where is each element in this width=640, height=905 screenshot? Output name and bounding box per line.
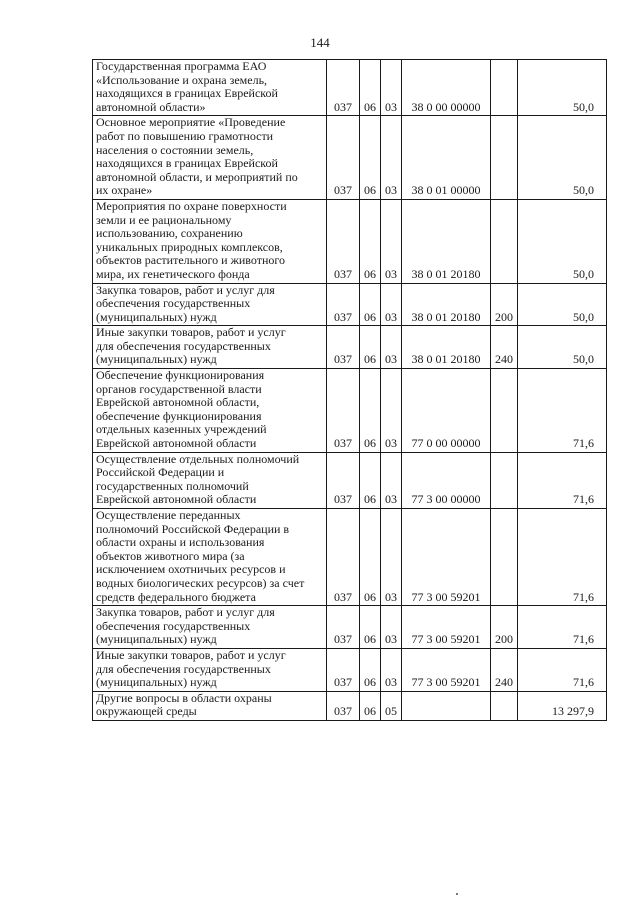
expense-type-cell: 240 xyxy=(491,326,518,369)
item-name-line: мира, их генетического фонда xyxy=(96,266,250,281)
ministry-code-cell: 037 xyxy=(327,199,360,283)
item-name-line: использованию, сохранению xyxy=(96,226,243,241)
table-row xyxy=(93,648,607,691)
amount-cell: 13 297,9 xyxy=(518,691,607,720)
amount-cell: 50,0 xyxy=(518,199,607,283)
item-name-line: «Использование и охрана земель, xyxy=(96,72,268,87)
target-article-cell: 77 3 00 59201 xyxy=(402,648,491,691)
item-name-line: Государственная программа ЕАО xyxy=(96,59,267,73)
section-code-cell: 06 xyxy=(360,509,381,606)
expense-type-cell xyxy=(491,60,518,116)
item-name-line: государственных полномочий xyxy=(96,478,249,493)
table-row xyxy=(93,326,607,369)
item-name-line: находящихся в границах Еврейской xyxy=(96,86,278,101)
item-name-cell xyxy=(93,509,327,606)
item-name-line: Осуществление переданных xyxy=(96,508,241,522)
target-article-cell: 38 0 01 20180 xyxy=(402,199,491,283)
item-name-line: для обеспечения государственных xyxy=(96,661,271,676)
amount-cell: 71,6 xyxy=(518,606,607,649)
section-code-cell: 06 xyxy=(360,648,381,691)
item-name-cell xyxy=(93,648,327,691)
item-name-line: Еврейской автономной области xyxy=(96,436,257,451)
item-name-line: Мероприятия по охране поверхности xyxy=(96,199,287,213)
amount-cell: 50,0 xyxy=(518,326,607,369)
subsection-code-cell: 03 xyxy=(381,509,402,606)
item-name-cell xyxy=(93,606,327,649)
item-name-line: земли и ее рациональному xyxy=(96,212,232,227)
item-name-line: (муниципальных) нужд xyxy=(96,352,217,367)
section-code-cell: 06 xyxy=(360,116,381,200)
item-name-line: Еврейской автономной области, xyxy=(96,395,260,410)
table-row xyxy=(93,452,607,508)
ministry-code-cell: 037 xyxy=(327,452,360,508)
item-name-line: их охране» xyxy=(96,183,153,198)
item-name-line: средств федерального бюджета xyxy=(96,589,256,604)
ministry-code-cell: 037 xyxy=(327,648,360,691)
section-code-cell: 06 xyxy=(360,60,381,116)
item-name-cell xyxy=(93,369,327,453)
target-article-cell xyxy=(402,691,491,720)
item-name-line: Закупка товаров, работ и услуг для xyxy=(96,283,275,297)
ministry-code-cell: 037 xyxy=(327,60,360,116)
subsection-code-cell: 03 xyxy=(381,116,402,200)
item-name-cell xyxy=(93,691,327,720)
subsection-code-cell: 03 xyxy=(381,452,402,508)
table-row xyxy=(93,509,607,606)
item-name-line: работ по повышению грамотности xyxy=(96,128,274,143)
amount-cell: 71,6 xyxy=(518,509,607,606)
section-code-cell: 06 xyxy=(360,283,381,326)
item-name-cell xyxy=(93,199,327,283)
target-article-cell: 38 0 00 00000 xyxy=(402,60,491,116)
section-code-cell: 06 xyxy=(360,452,381,508)
item-name-line: обеспечения государственных xyxy=(96,618,251,633)
item-name-cell xyxy=(93,283,327,326)
item-name-cell xyxy=(93,60,327,116)
expense-type-cell xyxy=(491,199,518,283)
table-row xyxy=(93,116,607,200)
subsection-code-cell: 03 xyxy=(381,60,402,116)
subsection-code-cell: 03 xyxy=(381,199,402,283)
section-code-cell: 06 xyxy=(360,199,381,283)
target-article-cell: 38 0 01 00000 xyxy=(402,116,491,200)
item-name-line: для обеспечения государственных xyxy=(96,338,271,353)
expense-type-cell: 200 xyxy=(491,283,518,326)
ministry-code-cell: 037 xyxy=(327,606,360,649)
item-name-line: исключением охотничьих ресурсов и xyxy=(96,562,286,577)
item-name-line: области охраны и использования xyxy=(96,535,265,550)
item-name-line: автономной области» xyxy=(96,99,206,114)
table-row xyxy=(93,199,607,283)
ministry-code-cell: 037 xyxy=(327,369,360,453)
amount-cell: 50,0 xyxy=(518,283,607,326)
expense-type-cell xyxy=(491,116,518,200)
target-article-cell: 38 0 01 20180 xyxy=(402,283,491,326)
item-name-line: отдельных казенных учреждений xyxy=(96,422,267,437)
item-name-line: автономной области, и мероприятий по xyxy=(96,169,298,184)
item-name-line: объектов растительного и животного xyxy=(96,253,286,268)
target-article-cell: 77 3 00 59201 xyxy=(402,606,491,649)
ministry-code-cell: 037 xyxy=(327,326,360,369)
expense-type-cell: 200 xyxy=(491,606,518,649)
expense-type-cell: 240 xyxy=(491,648,518,691)
expense-type-cell xyxy=(491,509,518,606)
section-code-cell: 06 xyxy=(360,691,381,720)
target-article-cell: 77 3 00 59201 xyxy=(402,509,491,606)
subsection-code-cell: 03 xyxy=(381,326,402,369)
target-article-cell: 77 0 00 00000 xyxy=(402,369,491,453)
section-code-cell: 06 xyxy=(360,369,381,453)
item-name-line: Закупка товаров, работ и услуг для xyxy=(96,605,275,620)
amount-cell: 50,0 xyxy=(518,116,607,200)
item-name-line: находящихся в границах Еврейской xyxy=(96,156,278,171)
item-name-line: объектов животного мира (за xyxy=(96,548,245,563)
amount-cell: 50,0 xyxy=(518,60,607,116)
item-name-line: обеспечения государственных xyxy=(96,296,251,311)
table-row xyxy=(93,60,607,116)
table-body xyxy=(93,60,607,721)
subsection-code-cell: 03 xyxy=(381,606,402,649)
item-name-line: населения о состоянии земель, xyxy=(96,142,254,157)
target-article-cell: 77 3 00 00000 xyxy=(402,452,491,508)
item-name-line: Осуществление отдельных полномочий xyxy=(96,452,300,466)
item-name-line: обеспечение функционирования xyxy=(96,408,262,423)
amount-cell: 71,6 xyxy=(518,648,607,691)
item-name-line: Иные закупки товаров, работ и услуг xyxy=(96,648,286,662)
item-name-line: Основное мероприятие «Проведение xyxy=(96,115,286,130)
target-article-cell: 38 0 01 20180 xyxy=(402,326,491,369)
subsection-code-cell: 03 xyxy=(381,369,402,453)
subsection-code-cell: 05 xyxy=(381,691,402,720)
table-row xyxy=(93,369,607,453)
item-name-line: (муниципальных) нужд xyxy=(96,675,217,690)
item-name-line: Другие вопросы в области охраны xyxy=(96,691,272,705)
item-name-line: Иные закупки товаров, работ и услуг xyxy=(96,325,286,340)
ministry-code-cell: 037 xyxy=(327,116,360,200)
subsection-code-cell: 03 xyxy=(381,648,402,691)
subsection-code-cell: 03 xyxy=(381,283,402,326)
item-name-line: водных биологических ресурсов) за счет xyxy=(96,575,305,590)
budget-table xyxy=(92,59,607,721)
section-code-cell: 06 xyxy=(360,606,381,649)
item-name-cell xyxy=(93,116,327,200)
expense-type-cell xyxy=(491,452,518,508)
table-row xyxy=(93,283,607,326)
item-name-line: (муниципальных) нужд xyxy=(96,309,217,324)
section-code-cell: 06 xyxy=(360,326,381,369)
item-name-cell xyxy=(93,452,327,508)
item-name-line: окружающей среды xyxy=(96,704,197,719)
page-number: 144 xyxy=(310,35,330,50)
scan-speck xyxy=(456,893,458,895)
table-row xyxy=(93,606,607,649)
item-name-line: Российской Федерации и xyxy=(96,465,225,480)
table-row xyxy=(93,691,607,720)
ministry-code-cell: 037 xyxy=(327,509,360,606)
amount-cell: 71,6 xyxy=(518,369,607,453)
ministry-code-cell: 037 xyxy=(327,691,360,720)
expense-type-cell xyxy=(491,369,518,453)
item-name-line: (муниципальных) нужд xyxy=(96,632,217,647)
expense-type-cell xyxy=(491,691,518,720)
item-name-cell xyxy=(93,326,327,369)
item-name-line: полномочий Российской Федерации в xyxy=(96,521,290,536)
amount-cell: 71,6 xyxy=(518,452,607,508)
item-name-line: Еврейской автономной области xyxy=(96,492,257,507)
item-name-line: Обеспечение функционирования xyxy=(96,368,265,383)
item-name-line: уникальных природных комплексов, xyxy=(96,239,283,254)
item-name-line: органов государственной власти xyxy=(96,381,262,396)
ministry-code-cell: 037 xyxy=(327,283,360,326)
